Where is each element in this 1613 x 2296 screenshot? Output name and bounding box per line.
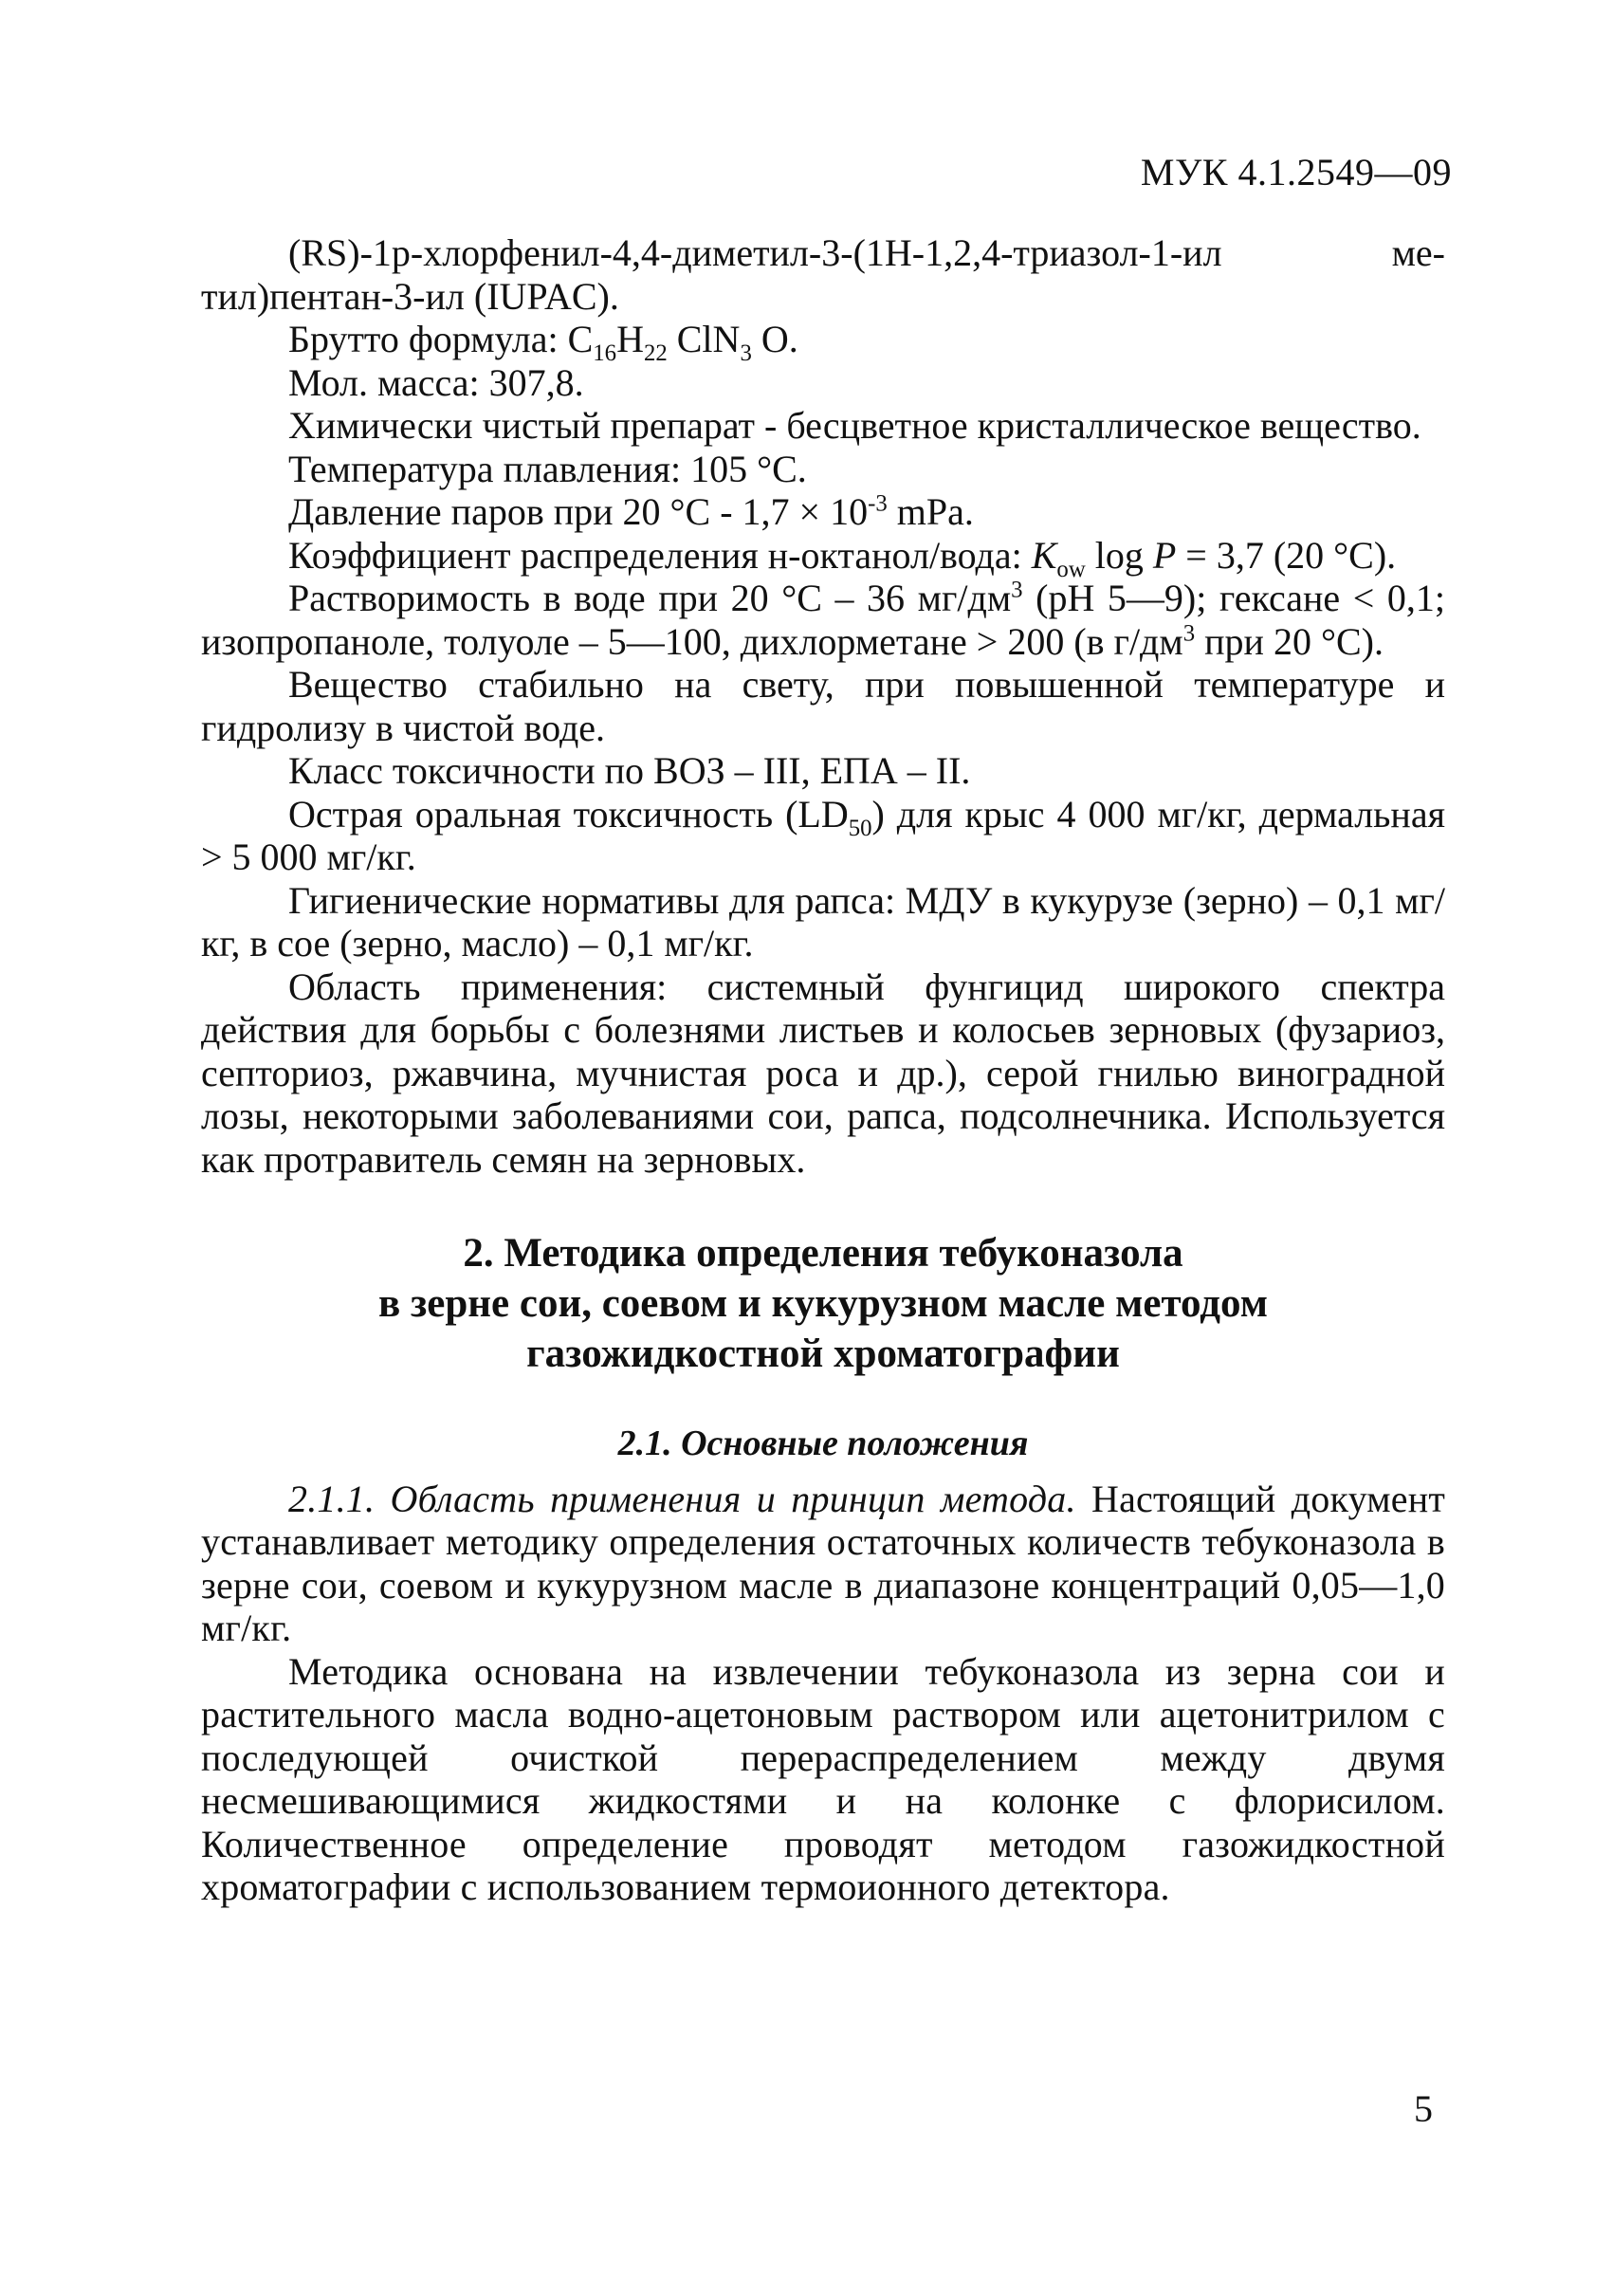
partition-k: K [1031, 533, 1057, 577]
stability: Вещество стабильно на свету, при повышенной температуре и гидролизу в чистой воде. [201, 663, 1445, 749]
iupac-name-line2: тил)пентан-3-ил (IUPAC). [201, 274, 619, 318]
iupac-name-hyphen: ме- [1391, 231, 1445, 274]
acute-sub: 50 [848, 815, 872, 841]
formula-n-sub: 3 [740, 340, 752, 366]
partition-sub: ow [1056, 556, 1086, 582]
formula-c: C [567, 318, 594, 360]
formula-h: H [616, 318, 644, 360]
vapor-pressure [201, 490, 1445, 534]
iupac-name-line1 [201, 231, 1445, 275]
pure-substance: Химически чистый препарат - бесцветное кристаллическое вещество. [288, 404, 1421, 447]
solubility-sup-1: 3 [1011, 577, 1023, 603]
partition-value: = 3,7 (20 °С). [1176, 533, 1397, 577]
scope-text: Настоящий документ устанавливает методику определения остаточных количеств тебуконазола в зерне сои, соевом и кукурузном масле в диапазоне концентраций 0,05—1,0 мг/кг. [201, 1477, 1446, 1649]
formula-cln: ClN [667, 318, 741, 360]
formula-line [201, 318, 1445, 366]
hygiene-norms: Гигиенические нормативы для рапса: МДУ в кукурузе (зерно) – 0,1 мг/кг, в сое (зерно, масло) – 0,1 мг/кг. [201, 878, 1445, 964]
solubility [201, 577, 1445, 663]
partition-log: log [1085, 533, 1153, 577]
molecular-mass: Мол. масса: 307,8. [288, 360, 584, 404]
scope-paragraph [201, 1478, 1445, 1650]
vapor-unit: mPa. [887, 490, 974, 533]
solubility-text-2: (рН 5—9); гексане < 0,1; изопропаноле, толуоле – 5—100, дихлорметане > 200 (в г/дм [201, 577, 1445, 663]
iupac-name-part1: (RS)-1р-хлорфенил-4,4-диметил-3-(1Н-1,2,4-триазол-1-ил [288, 231, 1222, 274]
principle-paragraph: Методика основана на извлечении тебуконазола из зерна сои и растительного масла водно-ацетоновым раствором или ацетонитрилом с последующей очисткой перераспределением между двумя несмешивающимися жидкостями и на колонке с флорисилом. Количественное определение проводят методом газожидкостной хроматографии с использованием термоионного детектора. [201, 1649, 1445, 1908]
partition-coefficient [201, 533, 1445, 582]
toxicity-class: Класс токсичности по ВОЗ – III, ЕПА – II. [288, 749, 971, 792]
page-content [201, 231, 1445, 1909]
acute-toxicity [201, 793, 1445, 879]
formula-c-sub: 16 [593, 340, 617, 366]
scope-heading: 2.1.1. Область применения и принцип метода. [288, 1477, 1076, 1520]
solubility-text-1: Растворимость в воде при 20 °С – 36 мг/дм [288, 577, 1012, 619]
partition-text: Коэффициент распределения н-октанол/вода: [288, 533, 1032, 577]
section-2-title-line1: 2. Методика определения тебуконазола [463, 1231, 1183, 1276]
melting-point: Температура плавления: 105 °С. [288, 447, 807, 490]
section-2-title-line2: в зерне сои, соевом и кукурузном масле методом [378, 1281, 1268, 1326]
acute-text-2: ) для крыс 4 000 мг/кг, дермальная > 5 000 мг/кг. [201, 792, 1445, 878]
application-area: Область применения: системный фунгицид широкого спектра действия для борьбы с болезнями листьев и колосьев зерновых (фузариоз, септориоз, ржавчина, мучнистая роса и др.), серой гнилью виноградной лозы, некоторыми заболеваниями сои, рапса, подсолнечника. Используется как протравитель семян на зерновых. [201, 964, 1445, 1181]
vapor-text: Давление паров при 20 °С - 1,7 × 10 [288, 490, 869, 533]
page-number: 5 [1414, 2087, 1433, 2130]
formula-h-sub: 22 [643, 340, 668, 366]
solubility-text-3: при 20 °С). [1195, 619, 1384, 663]
section-2-title-line3: газожидкостной хроматографии [526, 1332, 1120, 1376]
acute-text-1: Острая оральная токсичность (LD [288, 792, 849, 836]
solubility-sup-2: 3 [1182, 620, 1196, 647]
subsection-2-1-title: 2.1. Основные положения [617, 1424, 1029, 1463]
section-2-title [201, 1228, 1445, 1379]
document-code-header: МУК 4.1.2549—09 [1140, 151, 1452, 193]
partition-p: P [1152, 533, 1177, 577]
formula-label: Брутто формула: [288, 318, 568, 360]
vapor-exponent: -3 [868, 490, 888, 517]
formula-o: O. [751, 318, 798, 360]
